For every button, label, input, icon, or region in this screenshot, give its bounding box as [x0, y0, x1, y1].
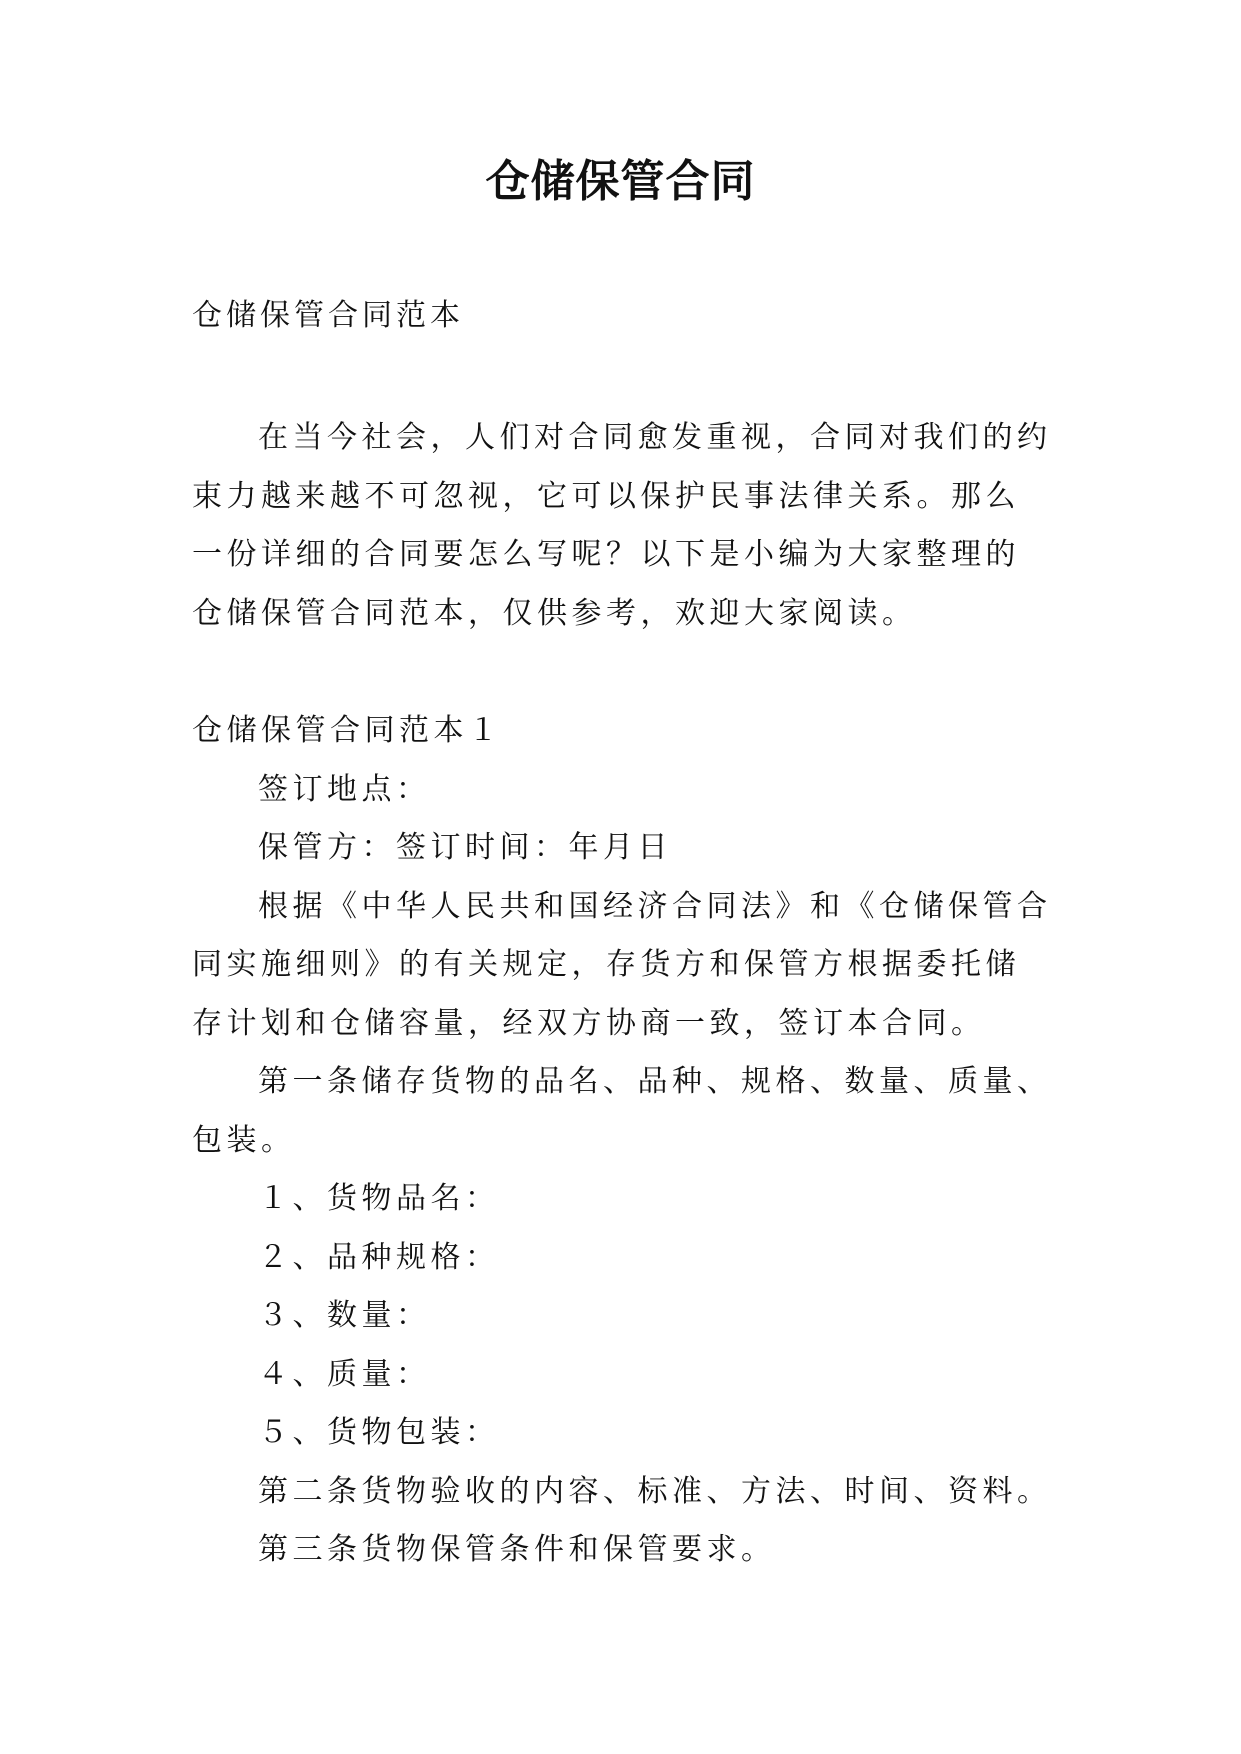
list-item: ４、质量：: [258, 1356, 431, 1392]
contract-body: [192, 702, 1054, 1580]
document-subtitle: 仓储保管合同范本: [192, 298, 464, 333]
custodian-time-line: 保管方：签订时间：年月日: [258, 830, 672, 865]
section-heading: 仓储保管合同范本１: [192, 713, 503, 748]
article-1: 第一条储存货物的品名、品种、规格、数量、质量、包装。: [192, 1064, 1052, 1158]
article-2: 第二条货物验收的内容、标准、方法、时间、资料。: [258, 1473, 1052, 1509]
document-title: 仓储保管合同: [485, 156, 756, 207]
list-item: ５、货物包装：: [258, 1415, 500, 1450]
article-3: 第三条货物保管条件和保管要求。: [258, 1532, 776, 1567]
list-item: ３、数量：: [258, 1298, 431, 1333]
list-item: ２、品种规格：: [258, 1239, 500, 1275]
basis-paragraph: 根据《中华人民共和国经济合同法》和《仓储保管合同实施细则》的有关规定，存货方和保管方根据委托储存计划和仓储容量，经双方协商一致，签订本合同。: [192, 888, 1052, 1041]
intro-paragraph: 在当今社会，人们对合同愈发重视，合同对我们的约束力越来越不可忽视，它可以保护民事法律关系。那么一份详细的合同要怎么写呢？以下是小编为大家整理的仓储保管合同范本，仅供参考，欢迎大家阅读。: [192, 420, 1052, 631]
sign-place-line: 签订地点：: [258, 771, 431, 807]
list-item: １、货物品名：: [258, 1181, 500, 1216]
